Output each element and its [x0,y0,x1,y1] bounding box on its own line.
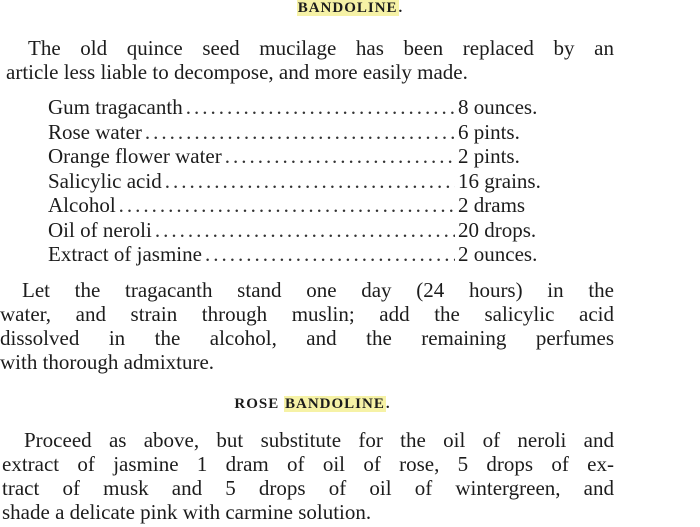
ingredient-amount: 20 drops. [458,217,537,242]
rose-method-paragraph [2,428,614,524]
ingredient-name: Oil of neroli [48,217,152,242]
ingredient-amount: 2 drams [458,193,526,217]
leader-dots [205,242,455,267]
paragraph-line: water, and strain through muslin; add the salicylic acid [0,302,614,326]
ingredient-row [48,120,558,145]
paragraph-line: shade a delicate pink with carmine solution. [2,500,372,524]
ingredient-list [48,95,558,267]
ingredient-row [48,218,558,243]
highlighted-word: BANDOLINE [297,0,398,16]
paragraph-line: tract of musk and 5 drops of oil of wintergreen, and [2,476,614,500]
section-heading-bandoline [0,0,700,17]
leader-dots [119,193,455,218]
highlighted-word: BANDOLINE [285,396,385,412]
ingredient-name: Gum tragacanth [48,95,183,119]
ingredient-row [48,193,558,218]
ingredient-row [48,144,558,169]
ingredient-row [48,242,558,267]
ingredient-amount: 16 grains. [458,168,541,193]
ingredient-amount: 2 pints. [458,144,520,168]
method-paragraph [0,278,614,374]
section-heading-rose-bandoline [0,396,625,413]
ingredient-row [48,169,558,194]
paragraph-line: The old quince seed mucilage has been replaced by an [28,36,614,60]
heading-prefix: ROSE [234,396,284,412]
ingredient-name: Rose water [48,119,142,144]
leader-dots [186,95,455,120]
ingredient-name: Salicylic acid [48,168,162,193]
paragraph-line: with thorough admixture. [0,350,215,374]
ingredient-row [48,95,558,120]
ingredient-name: Orange flower water [48,144,222,168]
ingredient-amount: 6 pints. [458,119,520,144]
ingredient-name: Alcohol [48,193,116,217]
paragraph-line: article less liable to decompose, and more easily made. [6,60,468,84]
ingredient-name: Extract of jasmine [48,242,202,266]
intro-paragraph [6,36,614,84]
paragraph-line: Let the tragacanth stand one day (24 hours) in the [22,278,614,302]
leader-dots [165,169,455,194]
ingredient-amount: 8 ounces. [458,95,538,119]
heading-period: . [385,396,391,412]
paragraph-line: dissolved in the alcohol, and the remaining perfumes [0,326,614,350]
heading-period: . [398,0,404,16]
paragraph-line: Proceed as above, but substitute for the oil of neroli and [24,428,614,452]
leader-dots [145,120,455,145]
paragraph-line: extract of jasmine 1 dram of oil of rose, 5 drops of ex- [2,452,614,476]
ingredient-amount: 2 ounces. [458,242,538,266]
leader-dots [155,218,455,243]
leader-dots [225,144,455,169]
